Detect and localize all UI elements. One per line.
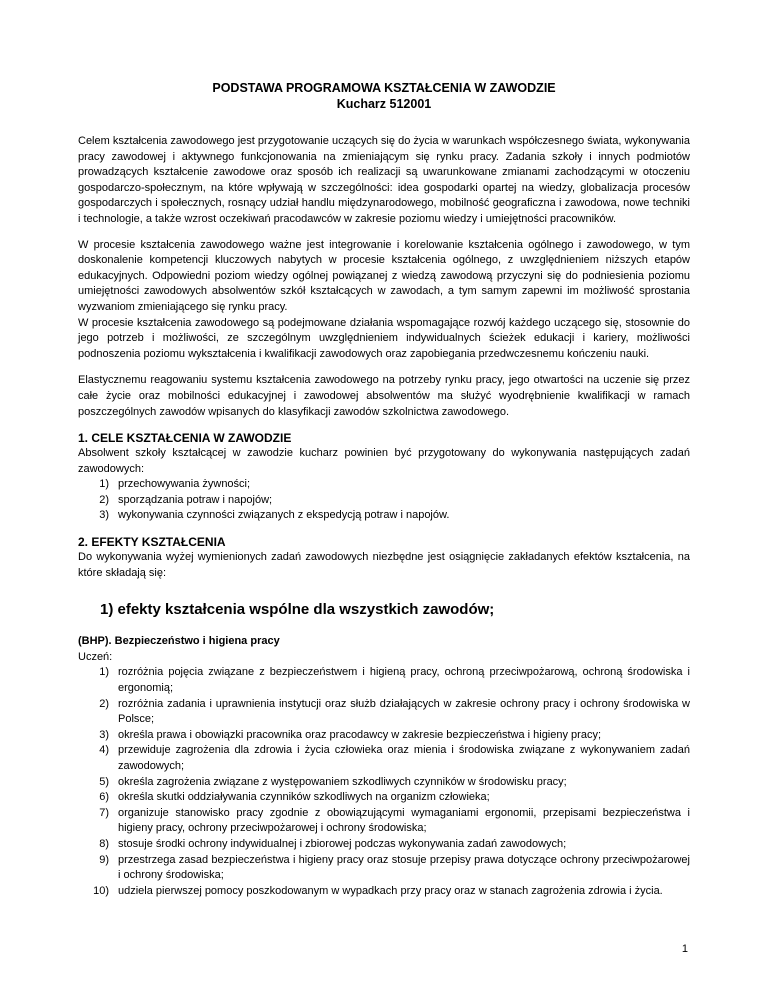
list-item: 8) stosuje środki ochrony indywidualnej i zbiorowej podczas wykonywania zadań zawodowych; xyxy=(99,837,567,850)
student-label: Uczeń: xyxy=(78,650,113,663)
section-1-text: Absolwent szkoły kształcącej w zawodzie kucharz powinien być przygotowany do wykonywania następujących zadań zawodowych: xyxy=(78,447,690,475)
document-page xyxy=(78,80,690,955)
list-item: 1) przechowywania żywności; xyxy=(99,478,251,491)
section-1-heading: 1. CELE KSZTAŁCENIA W ZAWODZIE xyxy=(78,431,292,446)
document-title xyxy=(78,80,690,112)
list-item: 7) organizuje stanowisko pracy zgodnie z obowiązującymi wymaganiami ergonomii, przepisami bezpieczeństwa i higieny pracy, ochrony przeciwpożarowej i ochrony środowiska; xyxy=(99,806,690,835)
list-item: 3) wykonywania czynności związanych z ekspedycją potraw i napojów. xyxy=(99,509,450,522)
list-item: 6) określa skutki oddziaływania czynników szkodliwych na organizm człowieka; xyxy=(99,791,490,804)
intro-paragraph-1: Celem kształcenia zawodowego jest przygotowanie uczących się do życia w warunkach współczesnego świata, wykonywania pracy zawodowej i aktywnego funkcjonowania na zmieniającym się rynku pracy. Zadania szkoły i innych podmiotów prowadzących kształcenie zawodowe oraz sposób ich realizacji są uwarunkowane zmianami zachodzącymi w otoczeniu gospodarczo-społecznym, na które wpływają w szczególności: idea gospodarki opartej na wiedzy, globalizacja procesów gospodarczych i społecznych, rosnący udział handlu międzynarodowego, mobilność geograficzna i zawodowa, nowe techniki i technologie, a także wzrost oczekiwań pracodawców w zakresie poziomu wiedzy i umiejętności pracowników. xyxy=(78,135,690,225)
list-item: 5) określa zagrożenia związane z występowaniem szkodliwych czynników w środowisku pracy; xyxy=(99,775,567,788)
list-item: 3) określa prawa i obowiązki pracownika oraz pracodawcy w zakresie bezpieczeństwa i higieny pracy; xyxy=(99,728,602,741)
title-line-2: Kucharz 512001 xyxy=(336,97,432,111)
list-item: 10) udziela pierwszej pomocy poszkodowanym w wypadkach przy pracy oraz w stanach zagrożenia zdrowia i życia. xyxy=(93,884,663,897)
intro-paragraph-2: W procesie kształcenia zawodowego ważne jest integrowanie i korelowanie kształcenia ogólnego i zawodowego, w tym doskonalenie kompetencji kluczowych nabytych w procesie kształcenia ogólnego, z uwzględnieniem niższych etapów edukacyjnych. Odpowiedni poziom wiedzy ogólnej powiązanej z wiedzą zawodową przyczyni się do podniesienia poziomu umiejętności zawodowych absolwentów szkół kształcących w zawodach, a tym samym zapewni im możliwość sprostania wyzwaniom zmieniającego się rynku pracy. xyxy=(78,238,690,313)
section-1-list xyxy=(78,477,690,524)
list-item: 4) przewiduje zagrożenia dla zdrowia i życia człowieka oraz mienia i środowiska związane z wykonywaniem zadań zawodowych; xyxy=(99,744,690,772)
list-item: 9) przestrzega zasad bezpieczeństwa i higieny pracy oraz stosuje przepisy prawa dotyczące ochrony przeciwpożarowej i ochrony środowiska; xyxy=(99,853,690,882)
list-item: 2) sporządzania potraw i napojów; xyxy=(99,493,273,506)
list-item: 1) rozróżnia pojęcia związane z bezpieczeństwem i higieną pracy, ochroną przeciwpożarową, ochroną środowiska i ergonomią; xyxy=(99,666,690,695)
bhp-list xyxy=(78,665,690,899)
bhp-heading: (BHP). Bezpieczeństwo i higiena pracy xyxy=(78,635,280,648)
intro-paragraph-3: W procesie kształcenia zawodowego są podejmowane działania wspomagające rozwój każdego uczącego się, stosownie do jego potrzeb i możliwości, ze szczególnym uwzględnieniem indywidualnych ścieżek edukacji i kariery, możliwości podnoszenia poziomu wykształcenia i kwalifikacji zawodowych oraz zapobiegania przedwczesnemu kończeniu nauki. xyxy=(78,316,690,360)
page-number: 1 xyxy=(681,943,688,955)
intro-paragraph-4: Elastycznemu reagowaniu systemu kształcenia zawodowego na potrzeby rynku pracy, jego otwartości na uczenie się przez całe życie oraz mobilności edukacyjnej i zawodowej absolwentów ma służyć wyodrębnienie kwalifikacji w ramach poszczególnych zawodów wpisanych do klasyfikacji zawodów szkolnictwa zawodowego. xyxy=(78,374,690,418)
title-line-1: PODSTAWA PROGRAMOWA KSZTAŁCENIA W ZAWODZIE xyxy=(212,81,556,95)
section-2-subheading: 1) efekty kształcenia wspólne dla wszystkich zawodów; xyxy=(100,601,495,619)
section-2-heading: 2. EFEKTY KSZTAŁCENIA xyxy=(78,535,226,550)
list-item: 2) rozróżnia zadania i uprawnienia instytucji oraz służb działających w zakresie ochrony pracy i ochrony środowiska w Polsce; xyxy=(99,697,690,726)
section-2-text: Do wykonywania wyżej wymienionych zadań zawodowych niezbędne jest osiągnięcie zakładanych efektów kształcenia, na które składają się: xyxy=(78,551,690,579)
